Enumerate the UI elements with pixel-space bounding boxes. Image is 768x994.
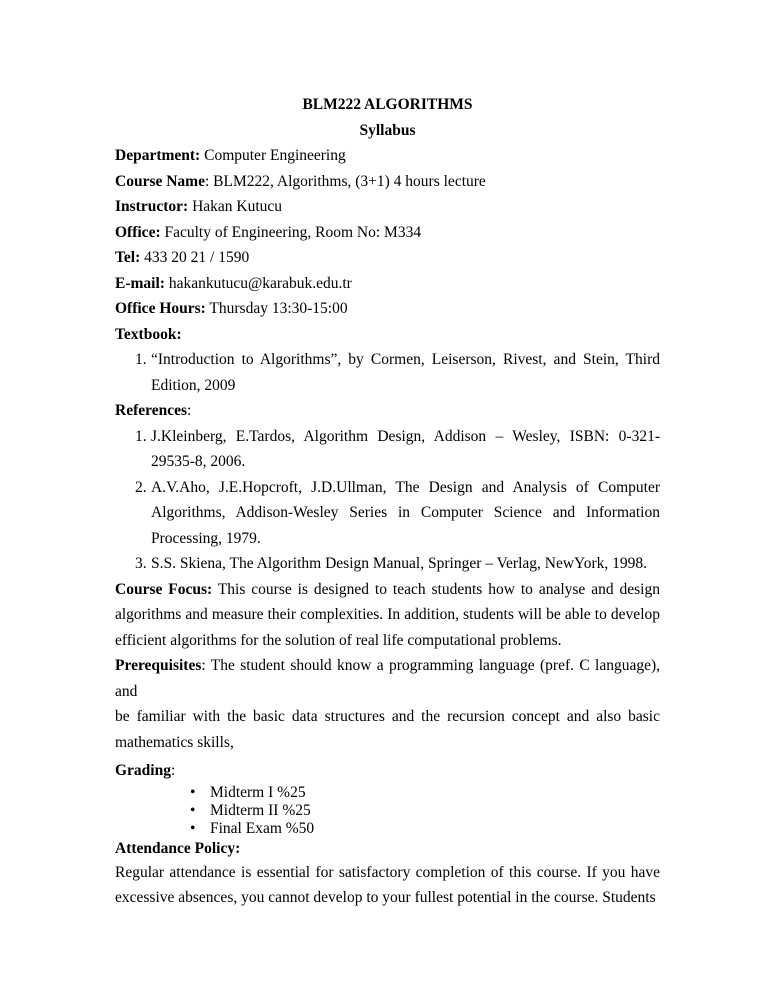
prerequisites-label: Prerequisites — [115, 657, 202, 674]
list-item-text: A.V.Aho, J.E.Hopcroft, J.D.Ullman, The Design and Analysis of Computer — [151, 478, 660, 496]
list-item-text: Edition, 2009 — [151, 376, 236, 394]
field-row — [115, 271, 660, 297]
field-label: Department: — [115, 147, 201, 164]
prerequisites-text: : The student should know a programming language (pref. C language), and — [115, 657, 660, 700]
references-colon: : — [187, 402, 192, 419]
prerequisites-line — [115, 730, 660, 756]
prerequisites-text: be familiar with the basic data structures and the recursion concept and also basic — [115, 708, 660, 725]
field-label: Course Name — [115, 172, 205, 190]
field-row — [115, 296, 660, 322]
course-focus-text: efficient algorithms for the solution of real life computational problems. — [115, 631, 562, 649]
field-row — [115, 194, 660, 220]
field-value: Thursday 13:30-15:00 — [205, 300, 348, 317]
list-item-text: 29535-8, 2006. — [151, 453, 246, 470]
attendance-text: Regular attendance is essential for satisfactory completion of this course. If you have — [115, 863, 660, 881]
attendance-text: excessive absences, you cannot develop to your fullest potential in the course. Students — [115, 889, 656, 906]
course-focus-line — [115, 628, 660, 654]
grading-colon: : — [170, 762, 176, 779]
syllabus-page — [115, 92, 660, 911]
field-value: Hakan Kutucu — [188, 198, 283, 215]
field-label: Office: — [115, 223, 161, 241]
list-item-text: J.Kleinberg, E.Tardos, Algorithm Design, Addison – Wesley, ISBN: 0-321- — [151, 427, 660, 445]
list-item-line — [115, 551, 660, 577]
field-row — [115, 245, 660, 271]
field-label: E-mail: — [115, 274, 165, 292]
grading-list — [115, 784, 660, 838]
course-focus-line — [115, 577, 660, 603]
list-number: 1. — [135, 427, 147, 445]
list-item-line — [115, 424, 660, 450]
course-focus-line — [115, 602, 660, 628]
field-value: Computer Engineering — [200, 147, 346, 164]
course-focus-text: algorithms and measure their complexities. In addition, students will be able to develop — [115, 606, 660, 623]
list-item-text: “Introduction to Algorithms”, by Cormen, Leiserson, Rivest, and Stein, Third — [151, 351, 660, 368]
textbook-label: Textbook: — [115, 325, 182, 343]
field-value: 433 20 21 / 1590 — [140, 249, 250, 266]
document-title — [115, 92, 660, 118]
textbook-list — [115, 347, 660, 398]
list-item-line — [115, 526, 660, 552]
attendance-line — [115, 885, 660, 911]
field-row — [115, 143, 660, 169]
list-item-line — [115, 373, 660, 399]
references-label: References — [115, 402, 188, 419]
prerequisites-paragraph — [115, 653, 660, 755]
grading-item: • Midterm I %25 — [190, 784, 660, 802]
grading-heading — [115, 758, 660, 784]
prerequisites-text: mathematics skills, — [115, 733, 234, 751]
attendance-line — [115, 860, 660, 886]
attendance-heading — [115, 838, 660, 860]
document-subtitle — [115, 118, 660, 144]
course-info-fields — [115, 143, 660, 322]
prerequisites-line — [115, 653, 660, 704]
list-number: 2. — [135, 478, 147, 496]
field-value: hakankutucu@karabuk.edu.tr — [164, 274, 352, 292]
attendance-paragraph — [115, 860, 660, 911]
list-item-text: Algorithms, Addison-Wesley Series in Computer Science and Information — [151, 504, 660, 521]
document-title-text: BLM222 ALGORITHMS — [302, 96, 473, 113]
field-row — [115, 220, 660, 246]
field-row — [115, 169, 660, 195]
course-focus-label: Course Focus: — [115, 580, 213, 598]
grading-label: Grading — [115, 762, 171, 779]
list-item-line — [115, 500, 660, 526]
field-value: Faculty of Engineering, Room No: M334 — [160, 223, 422, 241]
grading-item: • Final Exam %50 — [190, 820, 660, 838]
field-value: : BLM222, Algorithms, (3+1) 4 hours lecture — [204, 172, 486, 190]
prerequisites-line — [115, 704, 660, 730]
list-item-line — [115, 347, 660, 373]
attendance-label: Attendance Policy: — [115, 839, 241, 857]
list-item-line — [115, 475, 660, 501]
references-list — [115, 424, 660, 577]
course-focus-text: This course is designed to teach students how to analyse and design — [212, 580, 660, 598]
list-item-line — [115, 449, 660, 475]
course-focus-paragraph — [115, 577, 660, 654]
field-label: Instructor: — [115, 198, 189, 215]
list-item-text: S.S. Skiena, The Algorithm Design Manual, Springer – Verlag, NewYork, 1998. — [151, 555, 647, 572]
grading-item: • Midterm II %25 — [190, 802, 660, 820]
list-item-text: Processing, 1979. — [151, 529, 261, 547]
field-label: Office Hours: — [115, 300, 206, 317]
field-label: Tel: — [115, 249, 141, 266]
document-subtitle-text: Syllabus — [359, 121, 416, 139]
references-heading — [115, 398, 660, 424]
textbook-heading — [115, 322, 660, 348]
list-number: 1. — [135, 351, 147, 368]
list-number: 3. — [135, 555, 147, 572]
